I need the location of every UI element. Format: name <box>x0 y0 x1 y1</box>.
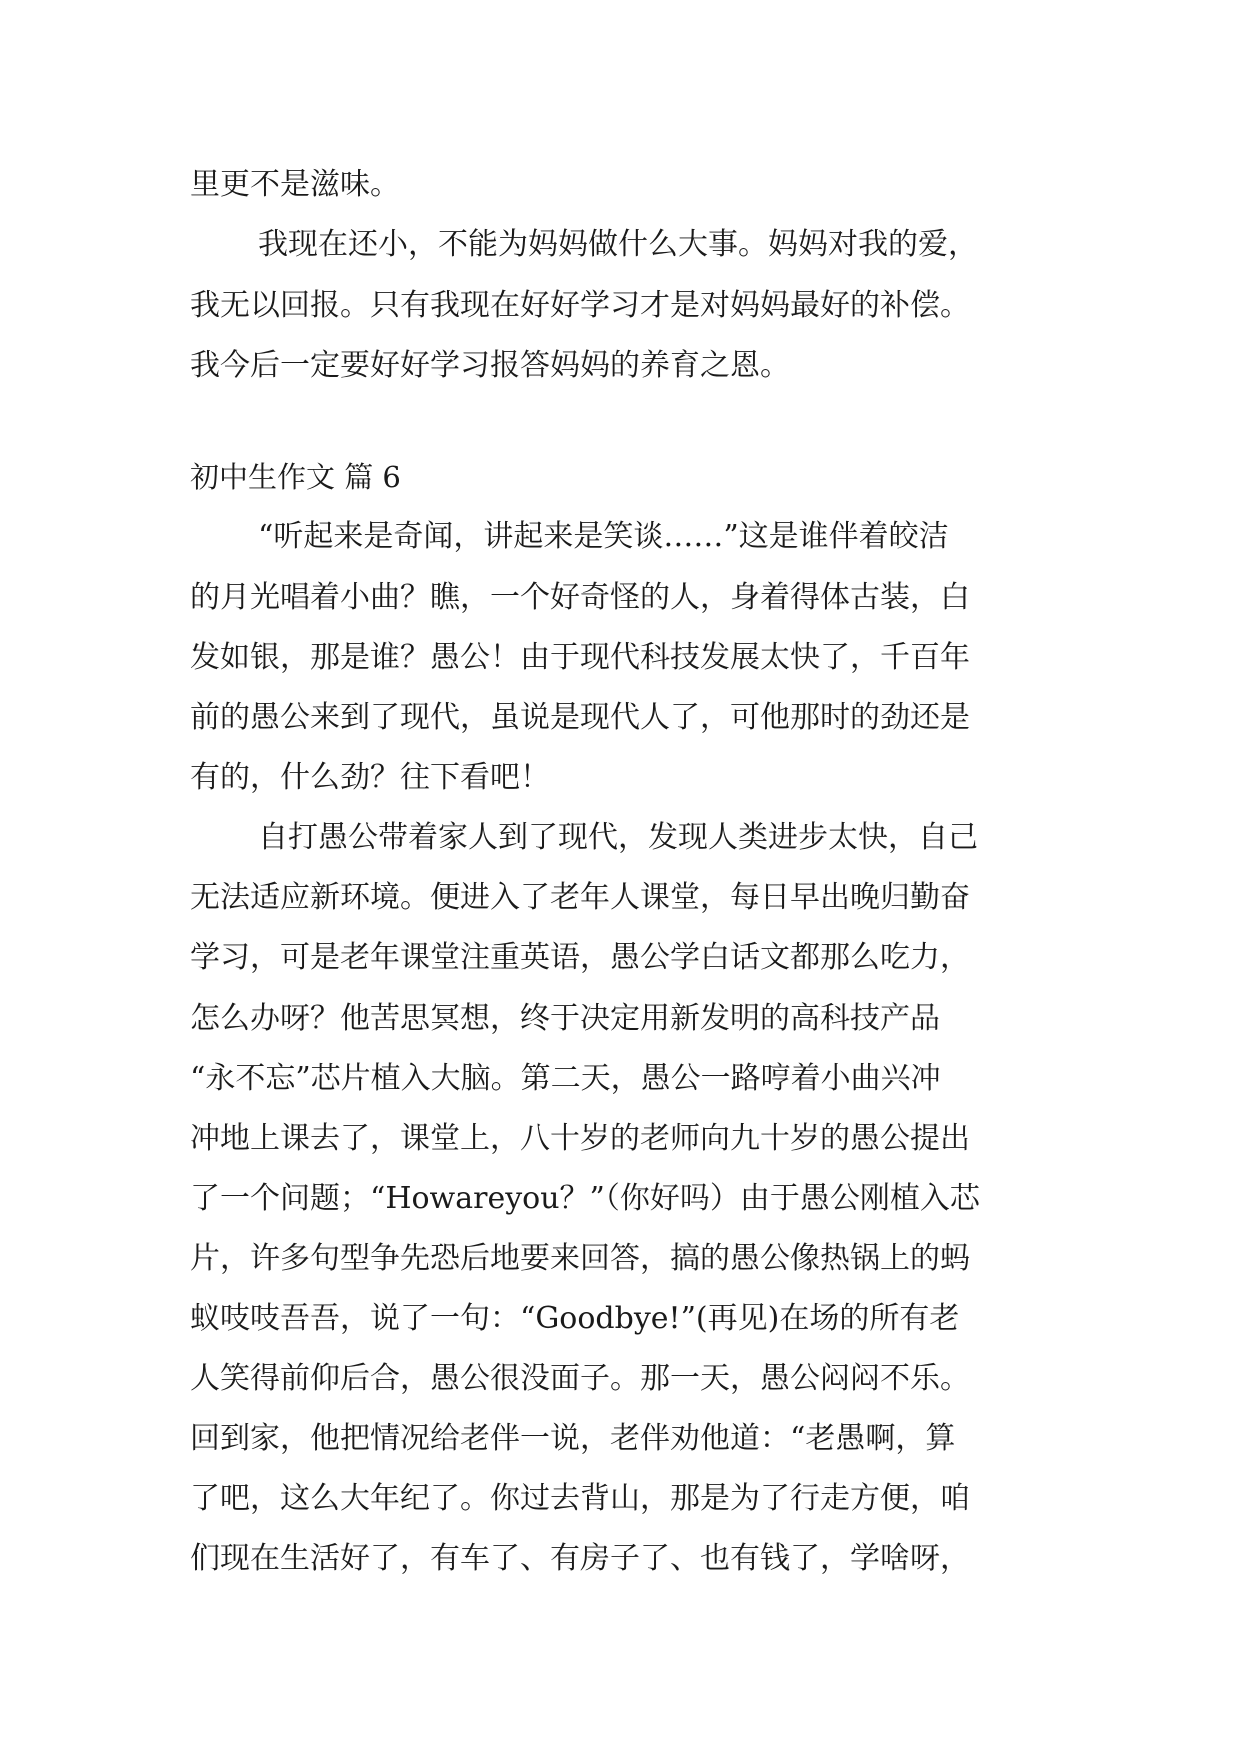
text-line: 怎么办呀？他苦思冥想，终于决定用新发明的高科技产品 <box>190 1001 940 1036</box>
text-line: 片，许多句型争先恐后地要来回答，搞的愚公像热锅上的蚂 <box>190 1241 970 1276</box>
text-line: 无法适应新环境。便进入了老年人课堂，每日早出晚归勤奋 <box>190 880 970 915</box>
text-line: 回到家，他把情况给老伴一说，老伴劝他道：“老愚啊，算 <box>190 1421 956 1456</box>
text-line: 我现在还小，不能为妈妈做什么大事。妈妈对我的爱， <box>258 227 978 262</box>
section-heading: 初中生作文 篇 6 <box>190 460 401 494</box>
text-line: 发如银，那是谁？愚公！由于现代科技发展太快了，千百年 <box>190 640 970 675</box>
text-line: 了吧，这么大年纪了。你过去背山，那是为了行走方便，咱 <box>190 1481 970 1516</box>
text-line: 里更不是滋味。 <box>190 167 400 202</box>
text-line: 人笑得前仰后合，愚公很没面子。那一天，愚公闷闷不乐。 <box>190 1361 970 1396</box>
text-line: 们现在生活好了，有车了、有房子了、也有钱了，学啥呀， <box>190 1541 970 1576</box>
text-line: “永不忘”芯片植入大脑。第二天，愚公一路哼着小曲兴冲 <box>190 1061 941 1096</box>
text-line: “听起来是奇闻，讲起来是笑谈……”这是谁伴着皎洁 <box>258 519 949 554</box>
text-line: 蚁吱吱吾吾，说了一句：“Goodbye!”(再见)在场的所有老 <box>190 1301 960 1336</box>
text-line: 前的愚公来到了现代，虽说是现代人了，可他那时的劲还是 <box>190 700 970 735</box>
text-line: 我今后一定要好好学习报答妈妈的养育之恩。 <box>190 348 790 383</box>
text-line: 自打愚公带着家人到了现代，发现人类进步太快，自己 <box>258 820 978 855</box>
text-line: 有的，什么劲？往下看吧！ <box>190 760 550 795</box>
text-line: 我无以回报。只有我现在好好学习才是对妈妈最好的补偿。 <box>190 288 970 323</box>
text-line: 冲地上课去了，课堂上，八十岁的老师向九十岁的愚公提出 <box>190 1121 970 1156</box>
text-line: 了一个问题；“Howareyou？”（你好吗）由于愚公刚植入芯 <box>190 1181 980 1216</box>
text-line: 的月光唱着小曲？瞧，一个好奇怪的人，身着得体古装，白 <box>190 580 970 615</box>
text-line: 学习，可是老年课堂注重英语，愚公学白话文都那么吃力， <box>190 940 970 975</box>
